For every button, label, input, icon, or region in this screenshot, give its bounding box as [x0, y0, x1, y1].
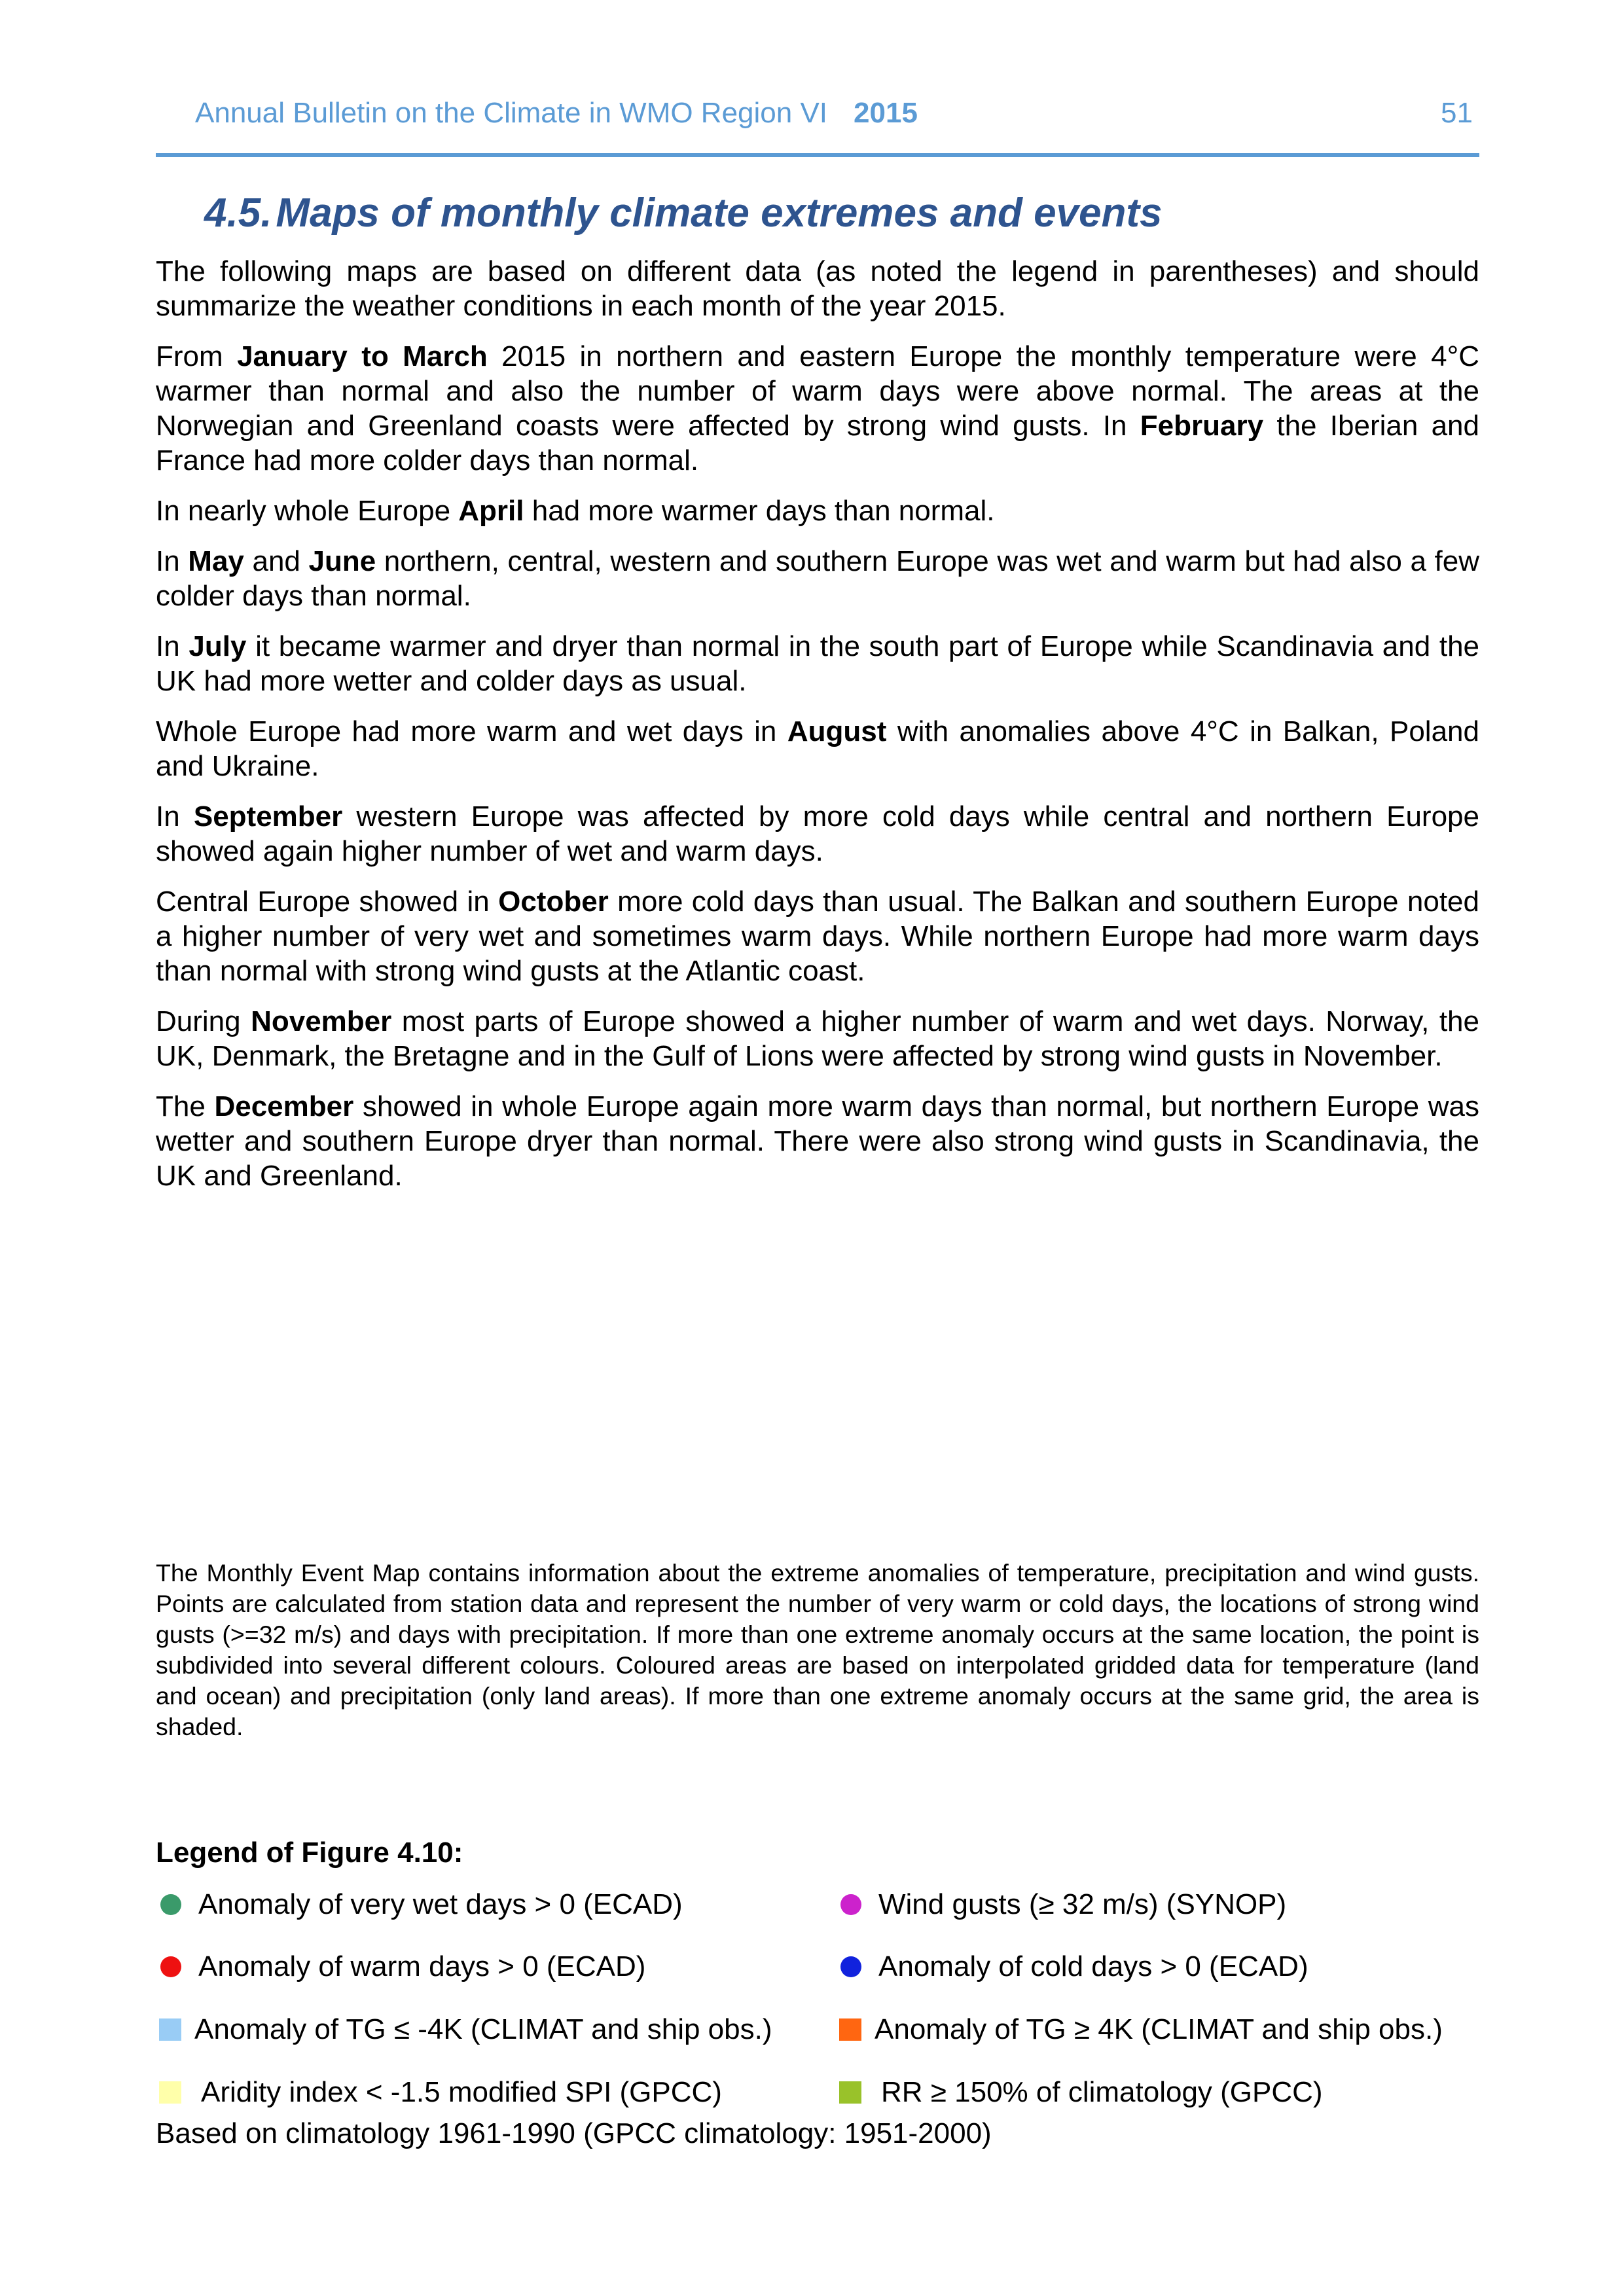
paragraph-april: In nearly whole Europe April had more warmer days than normal. — [156, 495, 995, 527]
green-dot-icon — [160, 1894, 181, 1915]
paragraph-october: Central Europe showed in October more cold days than usual. The Balkan and southern Europe noted a higher number of very wet and sometimes warm days. While northern Europe had more warm days than normal with strong wind gusts at the Atlantic coast. — [156, 886, 1479, 987]
page-number: 51 — [1441, 97, 1473, 129]
legend-item-wind-gusts: Wind gusts (≥ 32 m/s) (SYNOP) — [840, 1888, 1286, 1921]
pale-yellow-square-icon — [159, 2081, 181, 2104]
legend-item-aridity: Aridity index < -1.5 modified SPI (GPCC) — [159, 2076, 722, 2109]
figure-caption: The Monthly Event Map contains information about the extreme anomalies of temperature, precipitation and wind gusts. Points are calculated from station data and represent the number of very warm or cold days, the locations of strong wind gusts (>=32 m/s) and days with precipitation. If more than one extreme anomaly occurs at the same location, the point is subdivided into several different colours. Coloured areas are based on interpolated gridded data for temperature (land and ocean) and precipitation (only land areas). If more than one extreme anomaly occurs at the same grid, the area is shaded. — [156, 1559, 1479, 1740]
paragraph-november: During November most parts of Europe showed a higher number of warm and wet days. Norway, the UK, Denmark, the Bretagne and in the Gulf of Lions were affected by strong wind gusts in November. — [156, 1005, 1479, 1072]
blue-dot-icon — [840, 1956, 861, 1977]
legend-title: Legend of Figure 4.10: — [156, 1837, 463, 1869]
paragraph-august: Whole Europe had more warm and wet days in August with anomalies above 4°C in Balkan, Poland and Ukraine. — [156, 715, 1479, 782]
section-title: Maps of monthly climate extremes and events — [276, 190, 1163, 236]
paragraph-july: In July it became warmer and dryer than normal in the south part of Europe while Scandinavia and the UK had more wetter and colder days as usual. — [156, 630, 1480, 697]
section-number: 4.5. — [204, 190, 272, 236]
page-header — [156, 92, 1479, 157]
paragraph-jan-mar: From January to March 2015 in northern and eastern Europe the monthly temperature were 4°C warmer than normal and also the number of warm days were above normal. The areas at the Norwegian and Greenland coasts were affected by strong wind gusts. In February the Iberian and France had more colder days than normal. — [156, 340, 1479, 476]
orange-square-icon — [839, 2018, 861, 2041]
header-year: 2015 — [854, 97, 918, 129]
legend-item-tg-cold: Anomaly of TG ≤ -4K (CLIMAT and ship obs.) — [159, 2013, 772, 2046]
header-title: Annual Bulletin on the Climate in WMO Region VI 2015 — [195, 97, 918, 129]
section-heading — [204, 190, 1163, 236]
paragraph-intro: The following maps are based on different data (as noted the legend in parentheses) and should summarize the weather conditions in each month of the year 2015. — [156, 255, 1479, 322]
paragraph-may-june: In May and June northern, central, western and southern Europe was wet and warm but had also a few colder days than normal. — [156, 545, 1479, 612]
red-dot-icon — [160, 1956, 181, 1977]
climatology-note: Based on climatology 1961-1990 (GPCC climatology: 1951-2000) — [156, 2117, 992, 2149]
light-blue-square-icon — [159, 2018, 181, 2041]
legend-item-cold-days: Anomaly of cold days > 0 (ECAD) — [840, 1950, 1308, 1983]
body-text — [156, 254, 1479, 1209]
legend-item-tg-warm: Anomaly of TG ≥ 4K (CLIMAT and ship obs.) — [839, 2013, 1443, 2046]
paragraph-september: In September western Europe was affected by more cold days while central and northern Europe showed again higher number of wet and warm days. — [156, 800, 1479, 867]
legend-item-warm-days: Anomaly of warm days > 0 (ECAD) — [160, 1950, 645, 1983]
legend-item-very-wet-days: Anomaly of very wet days > 0 (ECAD) — [160, 1888, 683, 1921]
paragraph-december: The December showed in whole Europe again more warm days than normal, but northern Europe was wetter and southern Europe dryer than normal. There were also strong wind gusts in Scandinavia, the UK and Greenland. — [156, 1090, 1479, 1192]
green-square-icon — [839, 2081, 861, 2104]
magenta-dot-icon — [840, 1894, 861, 1915]
legend-item-rr-150: RR ≥ 150% of climatology (GPCC) — [839, 2076, 1323, 2109]
